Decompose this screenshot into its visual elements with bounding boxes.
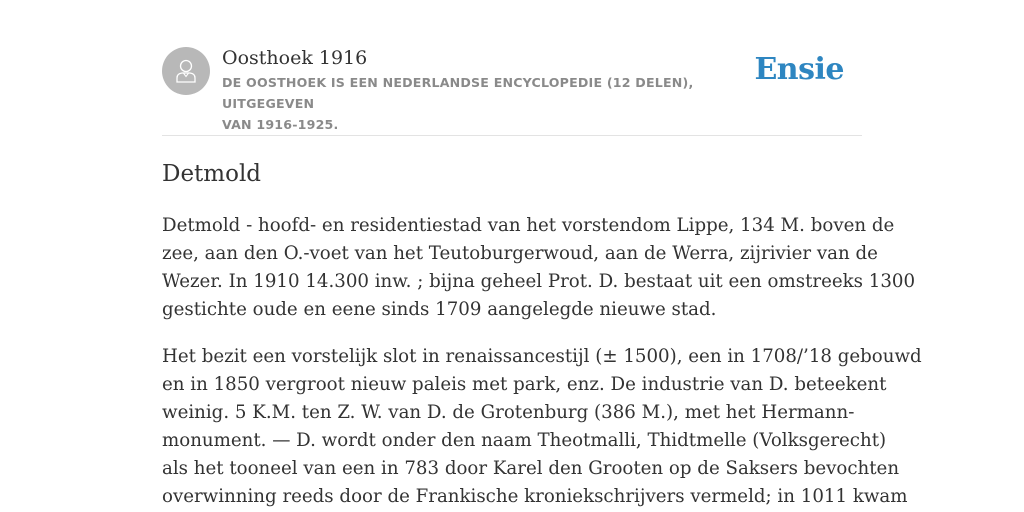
paragraph-line: weinig. 5 K.M. ten Z. W. van D. de Grotenburg (386 M.), met het Hermann- (162, 402, 855, 423)
paragraph-line: monument. — D. wordt onder den naam Theotmalli, Thidtmelle (Volksgerecht) (162, 430, 887, 451)
paragraph-line: Detmold - hoofd- en residentiestad van het vorstendom Lippe, 134 M. boven de (162, 215, 895, 236)
paragraph-line: gestichte oude en eene sinds 1709 aangelegde nieuwe stad. (162, 299, 717, 320)
article-paragraph (162, 212, 916, 324)
article-title: Detmold (162, 161, 262, 187)
ensie-logo[interactable]: Ensie (754, 52, 844, 87)
source-header (162, 46, 862, 132)
paragraph-line: en in 1850 vergroot nieuw paleis met park, enz. De industrie van D. beteekent (162, 374, 887, 395)
paragraph-line: Het bezit een vorstelijk slot in renaissancestijl (± 1500), een in 1708/’18 gebouwd (162, 346, 922, 367)
paragraph-line: als het tooneel van een in 783 door Karel den Grooten op de Saksers bevochten (162, 458, 900, 479)
source-description (222, 72, 762, 135)
article-paragraph (162, 343, 922, 511)
source-description-line: DE OOSTHOEK IS EEN NEDERLANDSE ENCYCLOPEDIE (12 DELEN), UITGEGEVEN (222, 75, 694, 111)
header-divider (162, 135, 862, 136)
user-icon (171, 56, 201, 86)
source-avatar[interactable] (162, 47, 210, 95)
paragraph-line: overwinning reeds door de Frankische kroniekschrijvers vermeld; in 1011 kwam (162, 486, 908, 507)
paragraph-line: Wezer. In 1910 14.300 inw. ; bijna geheel Prot. D. bestaat uit een omstreeks 1300 (162, 271, 916, 292)
source-title[interactable]: Oosthoek 1916 (222, 47, 368, 69)
paragraph-line: zee, aan den O.-voet van het Teutoburgerwoud, aan de Werra, zijrivier van de (162, 243, 878, 264)
source-description-line: VAN 1916-1925. (222, 117, 339, 132)
